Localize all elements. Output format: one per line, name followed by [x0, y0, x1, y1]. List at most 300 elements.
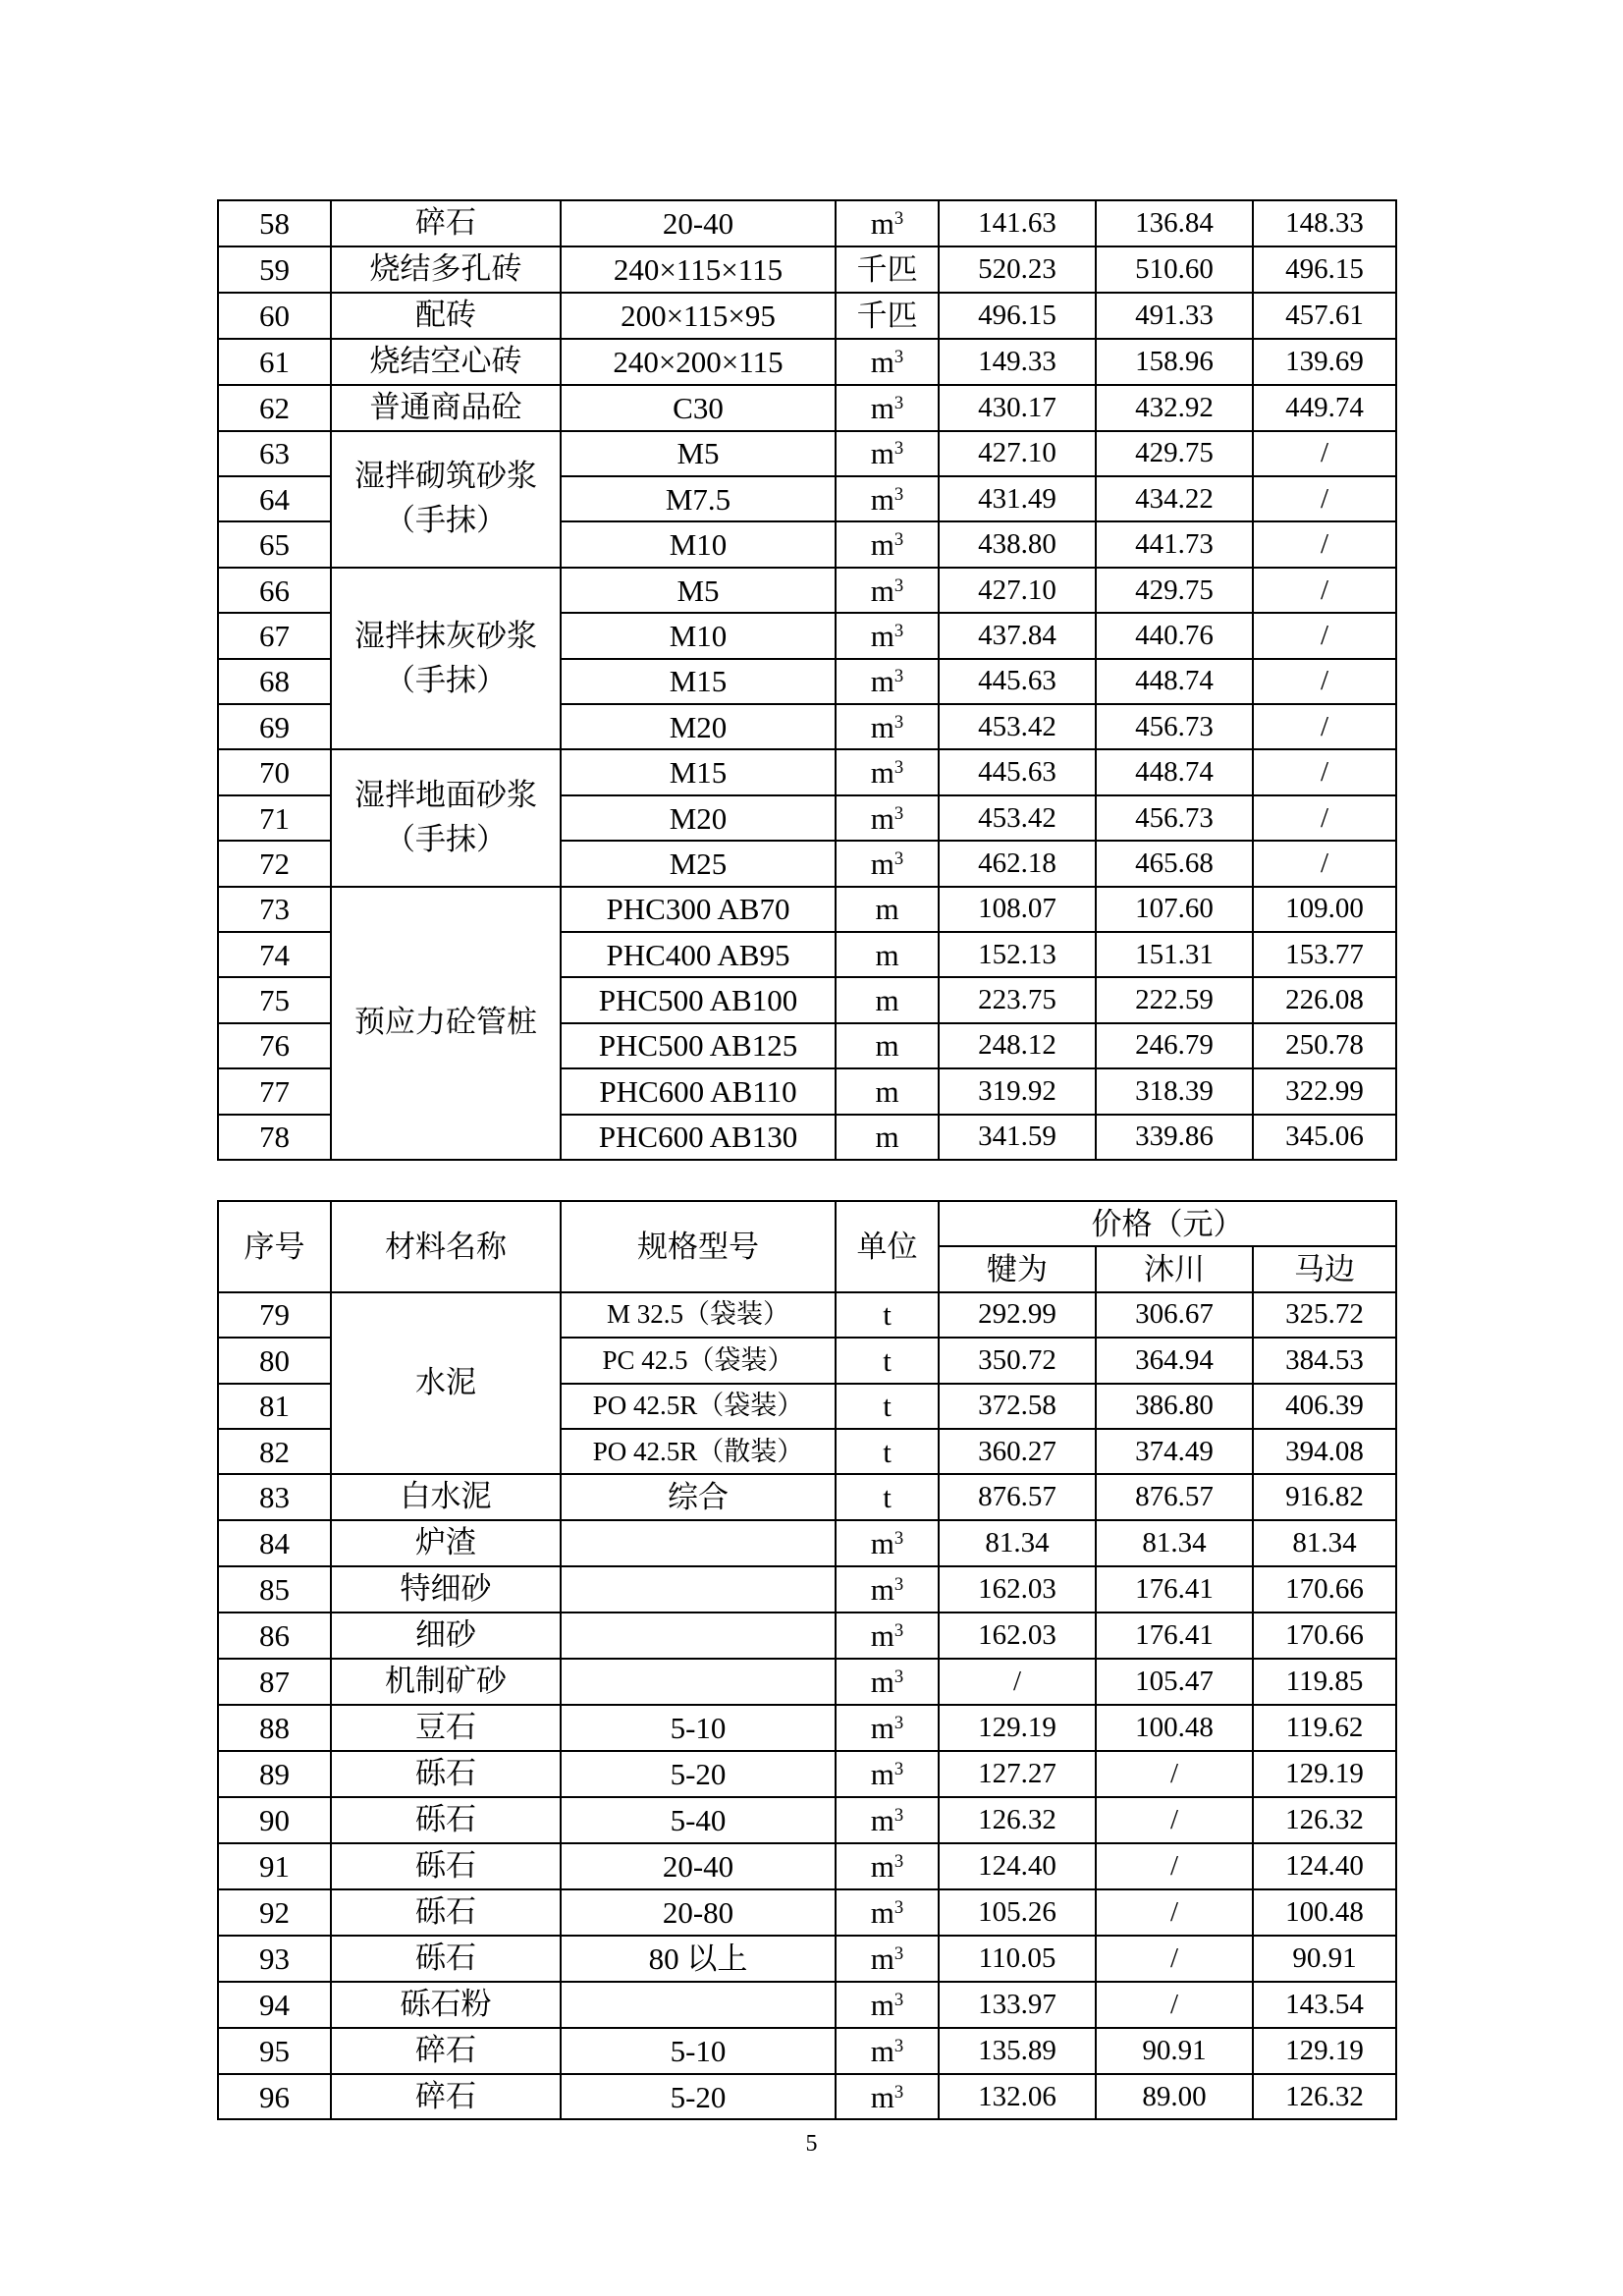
- cell-spec: PC 42.5（袋装）: [561, 1338, 836, 1383]
- cell-price-jianwei: 133.97: [939, 1982, 1096, 2028]
- unit-exponent: 3: [893, 346, 904, 367]
- cell-price-jianwei: 110.05: [939, 1936, 1096, 1982]
- cell-spec: M20: [561, 704, 836, 749]
- cell-price-muchuan: 448.74: [1096, 749, 1253, 794]
- cell-spec: [561, 1659, 836, 1705]
- table-row: [218, 1936, 1396, 1982]
- cell-no: 76: [218, 1023, 331, 1068]
- table-row: [218, 1843, 1396, 1889]
- cell-spec: 5-20: [561, 1751, 836, 1797]
- unit-text: m: [870, 1756, 894, 1791]
- unit-text: m: [870, 1848, 894, 1884]
- table-row: [218, 568, 1396, 613]
- cell-unit: [836, 2028, 939, 2074]
- cell-unit: [836, 1889, 939, 1936]
- cell-price-muchuan: 89.00: [1096, 2074, 1253, 2120]
- cell-price-muchuan: 876.57: [1096, 1474, 1253, 1520]
- unit-text: m: [870, 1526, 894, 1561]
- cell-price-mabian: 394.08: [1253, 1429, 1396, 1474]
- table-row: [218, 1797, 1396, 1843]
- cell-spec: PO 42.5R（散装）: [561, 1429, 836, 1474]
- cell-spec: M15: [561, 749, 836, 794]
- cell-price-muchuan: 222.59: [1096, 977, 1253, 1022]
- cell-price-muchuan: 176.41: [1096, 1566, 1253, 1613]
- cell-spec: [561, 1566, 836, 1613]
- cell-price-muchuan: 364.94: [1096, 1338, 1253, 1383]
- header-price-mabian: 马边: [1253, 1246, 1396, 1291]
- cell-price-jianwei: 105.26: [939, 1889, 1096, 1936]
- cell-price-jianwei: 445.63: [939, 749, 1096, 794]
- unit-exponent: 3: [893, 392, 904, 413]
- cell-price-mabian: 226.08: [1253, 977, 1396, 1022]
- cell-no: 71: [218, 795, 331, 841]
- cell-price-mabian: 109.00: [1253, 887, 1396, 932]
- cell-price-jianwei: 162.03: [939, 1566, 1096, 1613]
- cell-price-jianwei: 427.10: [939, 568, 1096, 613]
- cell-no: 84: [218, 1520, 331, 1566]
- cell-spec: 240×200×115: [561, 339, 836, 385]
- table-row: [218, 1705, 1396, 1751]
- table-row: [218, 2074, 1396, 2120]
- cell-spec: 20-40: [561, 1843, 836, 1889]
- cell-name: 白水泥: [331, 1474, 561, 1520]
- cell-price-mabian: 119.85: [1253, 1659, 1396, 1705]
- header-name: 材料名称: [331, 1201, 561, 1292]
- table-row: [218, 1659, 1396, 1705]
- cell-no: 80: [218, 1338, 331, 1383]
- cell-name: 碎石: [331, 2074, 561, 2120]
- cell-unit: [836, 1384, 939, 1429]
- cell-price-jianwei: 496.15: [939, 293, 1096, 339]
- table-row: [218, 385, 1396, 431]
- cell-price-jianwei: 876.57: [939, 1474, 1096, 1520]
- cell-unit: [836, 200, 939, 246]
- cell-spec: C30: [561, 385, 836, 431]
- cell-price-muchuan: 465.68: [1096, 841, 1253, 886]
- table-row: [218, 293, 1396, 339]
- unit-text: m: [870, 1941, 894, 1976]
- cell-no: 78: [218, 1115, 331, 1160]
- cell-no: 67: [218, 613, 331, 658]
- table-row: [218, 246, 1396, 293]
- cell-unit: [836, 1566, 939, 1613]
- cell-price-jianwei: 372.58: [939, 1384, 1096, 1429]
- unit-exponent: 3: [893, 574, 904, 596]
- cell-price-muchuan: 456.73: [1096, 704, 1253, 749]
- unit-text: m: [870, 755, 894, 791]
- cell-unit: [836, 932, 939, 977]
- cell-price-mabian: 457.61: [1253, 293, 1396, 339]
- table-row: [218, 1474, 1396, 1520]
- cell-price-muchuan: 429.75: [1096, 568, 1253, 613]
- cell-no: 82: [218, 1429, 331, 1474]
- unit-text: 千匹: [856, 298, 918, 333]
- unit-text: m: [870, 1572, 894, 1608]
- unit-exponent: 3: [893, 207, 904, 229]
- unit-text: m: [870, 527, 894, 563]
- unit-text: m: [870, 436, 894, 471]
- cell-price-jianwei: 319.92: [939, 1068, 1096, 1114]
- unit-text: m: [875, 983, 899, 1018]
- table-row: [218, 1566, 1396, 1613]
- cell-price-mabian: 322.99: [1253, 1068, 1396, 1114]
- cell-price-jianwei: 437.84: [939, 613, 1096, 658]
- cell-price-jianwei: 108.07: [939, 887, 1096, 932]
- cell-spec: [561, 1613, 836, 1659]
- cell-name: 炉渣: [331, 1520, 561, 1566]
- unit-exponent: 3: [893, 711, 904, 733]
- cell-price-jianwei: 152.13: [939, 932, 1096, 977]
- cell-unit: [836, 568, 939, 613]
- cell-price-jianwei: 350.72: [939, 1338, 1096, 1383]
- cell-price-mabian: 129.19: [1253, 2028, 1396, 2074]
- price-table-continued: [217, 199, 1397, 1161]
- cell-name: 砾石: [331, 1797, 561, 1843]
- table-row: [218, 1520, 1396, 1566]
- cell-spec: 5-10: [561, 2028, 836, 2074]
- cell-spec: [561, 1520, 836, 1566]
- cell-price-mabian: 148.33: [1253, 200, 1396, 246]
- cell-price-jianwei: 223.75: [939, 977, 1096, 1022]
- cell-spec: [561, 1982, 836, 2028]
- cell-no: 72: [218, 841, 331, 886]
- table-row: [218, 1751, 1396, 1797]
- unit-exponent: 3: [893, 2081, 904, 2103]
- cell-price-mabian: /: [1253, 431, 1396, 476]
- cell-spec: 240×115×115: [561, 246, 836, 293]
- unit-exponent: 3: [893, 1619, 904, 1641]
- cell-price-mabian: 449.74: [1253, 385, 1396, 431]
- cell-unit: [836, 476, 939, 521]
- cell-no: 86: [218, 1613, 331, 1659]
- unit-text: m: [870, 800, 894, 836]
- cell-no: 75: [218, 977, 331, 1022]
- cell-price-muchuan: 374.49: [1096, 1429, 1253, 1474]
- cell-name: 配砖: [331, 293, 561, 339]
- cell-price-muchuan: /: [1096, 1751, 1253, 1797]
- cell-price-mabian: /: [1253, 568, 1396, 613]
- cell-price-muchuan: 306.67: [1096, 1292, 1253, 1338]
- table-row: [218, 339, 1396, 385]
- cell-price-jianwei: 341.59: [939, 1115, 1096, 1160]
- cell-unit: [836, 613, 939, 658]
- cell-no: 94: [218, 1982, 331, 2028]
- cell-unit: [836, 1936, 939, 1982]
- cell-spec: M7.5: [561, 476, 836, 521]
- cell-price-jianwei: 360.27: [939, 1429, 1096, 1474]
- cell-no: 92: [218, 1889, 331, 1936]
- cell-price-mabian: 170.66: [1253, 1566, 1396, 1613]
- table-row: [218, 1982, 1396, 2028]
- cell-spec: 5-40: [561, 1797, 836, 1843]
- cell-name: 细砂: [331, 1613, 561, 1659]
- unit-exponent: 3: [893, 847, 904, 869]
- cell-unit: [836, 1751, 939, 1797]
- cell-unit: [836, 1520, 939, 1566]
- cell-price-jianwei: 141.63: [939, 200, 1096, 246]
- cell-price-jianwei: 453.42: [939, 704, 1096, 749]
- cell-spec: 200×115×95: [561, 293, 836, 339]
- page-number: 5: [805, 2131, 818, 2157]
- cell-unit: [836, 1982, 939, 2028]
- cell-no: 83: [218, 1474, 331, 1520]
- cell-price-muchuan: /: [1096, 1843, 1253, 1889]
- cell-no: 85: [218, 1566, 331, 1613]
- cell-price-muchuan: 510.60: [1096, 246, 1253, 293]
- cell-no: 90: [218, 1797, 331, 1843]
- cell-price-muchuan: /: [1096, 1982, 1253, 2028]
- unit-exponent: 3: [893, 1989, 904, 2010]
- unit-text: m: [870, 1618, 894, 1654]
- header-row: [218, 1201, 1396, 1246]
- table-row: [218, 200, 1396, 246]
- cell-price-mabian: 126.32: [1253, 2074, 1396, 2120]
- cell-no: 96: [218, 2074, 331, 2120]
- cell-unit: [836, 1843, 939, 1889]
- cell-price-muchuan: 158.96: [1096, 339, 1253, 385]
- cell-price-mabian: /: [1253, 749, 1396, 794]
- cell-unit: [836, 1474, 939, 1520]
- cell-price-jianwei: 135.89: [939, 2028, 1096, 2074]
- cell-spec: 5-10: [561, 1705, 836, 1751]
- cell-price-mabian: /: [1253, 704, 1396, 749]
- cell-no: 63: [218, 431, 331, 476]
- table-row: [218, 887, 1396, 932]
- cell-spec: M25: [561, 841, 836, 886]
- cell-name: 湿拌砌筑砂浆（手抹）: [331, 431, 561, 568]
- cell-name: 湿拌抹灰砂浆（手抹）: [331, 568, 561, 750]
- cell-unit: [836, 1797, 939, 1843]
- cell-unit: [836, 293, 939, 339]
- cell-spec: PHC500 AB125: [561, 1023, 836, 1068]
- cell-spec: PHC500 AB100: [561, 977, 836, 1022]
- unit-exponent: 3: [893, 2035, 904, 2056]
- cell-name: 砾石: [331, 1843, 561, 1889]
- cell-price-jianwei: 81.34: [939, 1520, 1096, 1566]
- cell-name: 水泥: [331, 1292, 561, 1475]
- cell-no: 77: [218, 1068, 331, 1114]
- cell-spec: 80 以上: [561, 1936, 836, 1982]
- cell-no: 61: [218, 339, 331, 385]
- cell-price-mabian: /: [1253, 659, 1396, 704]
- table-row: [218, 1613, 1396, 1659]
- cell-price-jianwei: 430.17: [939, 385, 1096, 431]
- unit-text: m: [870, 664, 894, 699]
- cell-price-mabian: 100.48: [1253, 1889, 1396, 1936]
- cell-price-jianwei: 248.12: [939, 1023, 1096, 1068]
- cell-price-jianwei: 445.63: [939, 659, 1096, 704]
- unit-text: t: [883, 1389, 892, 1424]
- cell-no: 88: [218, 1705, 331, 1751]
- unit-exponent: 3: [893, 1528, 904, 1550]
- cell-no: 81: [218, 1384, 331, 1429]
- unit-exponent: 3: [893, 438, 904, 460]
- unit-exponent: 3: [893, 1804, 904, 1826]
- cell-no: 91: [218, 1843, 331, 1889]
- cell-no: 74: [218, 932, 331, 977]
- cell-name: 砾石: [331, 1751, 561, 1797]
- cell-price-mabian: 325.72: [1253, 1292, 1396, 1338]
- cell-name: 预应力砼管桩: [331, 887, 561, 1160]
- cell-price-muchuan: 246.79: [1096, 1023, 1253, 1068]
- cell-unit: [836, 339, 939, 385]
- cell-no: 79: [218, 1292, 331, 1338]
- cell-price-mabian: 170.66: [1253, 1613, 1396, 1659]
- cell-price-muchuan: 448.74: [1096, 659, 1253, 704]
- cell-price-muchuan: 151.31: [1096, 932, 1253, 977]
- cell-price-jianwei: 431.49: [939, 476, 1096, 521]
- unit-text: m: [875, 1120, 899, 1155]
- unit-text: m: [870, 1711, 894, 1745]
- cell-price-muchuan: 81.34: [1096, 1520, 1253, 1566]
- header-price-jianwei: 犍为: [939, 1246, 1096, 1291]
- header-price-group: 价格（元）: [939, 1201, 1396, 1246]
- unit-exponent: 3: [893, 528, 904, 550]
- cell-spec: PHC400 AB95: [561, 932, 836, 977]
- cell-no: 89: [218, 1751, 331, 1797]
- cell-price-muchuan: /: [1096, 1936, 1253, 1982]
- cell-price-mabian: 345.06: [1253, 1115, 1396, 1160]
- cell-price-muchuan: 441.73: [1096, 521, 1253, 567]
- cell-price-muchuan: 339.86: [1096, 1115, 1253, 1160]
- cell-price-jianwei: 520.23: [939, 246, 1096, 293]
- unit-text: m: [875, 1028, 899, 1064]
- unit-exponent: 3: [893, 1942, 904, 1964]
- header-spec: 规格型号: [561, 1201, 836, 1292]
- cell-price-muchuan: 386.80: [1096, 1384, 1253, 1429]
- cell-price-mabian: 129.19: [1253, 1751, 1396, 1797]
- cell-price-mabian: 406.39: [1253, 1384, 1396, 1429]
- cell-price-mabian: /: [1253, 841, 1396, 886]
- table-row: [218, 431, 1396, 476]
- cell-spec: PO 42.5R（袋装）: [561, 1384, 836, 1429]
- unit-text: m: [875, 1073, 899, 1109]
- unit-text: m: [870, 573, 894, 608]
- cell-name: 碎石: [331, 2028, 561, 2074]
- unit-text: m: [875, 892, 899, 927]
- unit-exponent: 3: [893, 666, 904, 687]
- unit-text: 千匹: [856, 251, 918, 287]
- cell-unit: [836, 1338, 939, 1383]
- unit-exponent: 3: [893, 483, 904, 505]
- cell-name: 砾石粉: [331, 1982, 561, 2028]
- unit-exponent: 3: [893, 1896, 904, 1918]
- unit-exponent: 3: [893, 1573, 904, 1595]
- table-row: [218, 1889, 1396, 1936]
- cell-price-mabian: 126.32: [1253, 1797, 1396, 1843]
- unit-text: m: [870, 205, 894, 241]
- cell-price-muchuan: 105.47: [1096, 1659, 1253, 1705]
- cell-name: 烧结多孔砖: [331, 246, 561, 293]
- cell-spec: 20-40: [561, 200, 836, 246]
- unit-text: m: [870, 390, 894, 425]
- unit-text: m: [870, 1665, 894, 1700]
- cell-no: 87: [218, 1659, 331, 1705]
- table-row: [218, 749, 1396, 794]
- cell-price-jianwei: 127.27: [939, 1751, 1096, 1797]
- unit-text: m: [870, 1802, 894, 1837]
- cell-no: 62: [218, 385, 331, 431]
- cell-price-jianwei: 149.33: [939, 339, 1096, 385]
- cell-no: 73: [218, 887, 331, 932]
- unit-text: t: [883, 1297, 892, 1333]
- cell-spec: M 32.5（袋装）: [561, 1292, 836, 1338]
- cell-spec: M5: [561, 431, 836, 476]
- unit-exponent: 3: [893, 1712, 904, 1733]
- cell-price-muchuan: 491.33: [1096, 293, 1253, 339]
- table-row: [218, 1292, 1396, 1338]
- cell-unit: [836, 1659, 939, 1705]
- unit-text: m: [870, 1894, 894, 1930]
- cell-price-muchuan: 432.92: [1096, 385, 1253, 431]
- price-table: [217, 1200, 1397, 2120]
- cell-price-jianwei: 126.32: [939, 1797, 1096, 1843]
- cell-price-muchuan: 434.22: [1096, 476, 1253, 521]
- unit-exponent: 3: [893, 756, 904, 778]
- cell-unit: [836, 704, 939, 749]
- cell-price-mabian: /: [1253, 521, 1396, 567]
- cell-price-mabian: 143.54: [1253, 1982, 1396, 2028]
- cell-spec: PHC600 AB110: [561, 1068, 836, 1114]
- cell-no: 68: [218, 659, 331, 704]
- cell-price-jianwei: 124.40: [939, 1843, 1096, 1889]
- cell-unit: [836, 246, 939, 293]
- cell-price-muchuan: 318.39: [1096, 1068, 1253, 1114]
- cell-no: 69: [218, 704, 331, 749]
- cell-spec: M10: [561, 613, 836, 658]
- cell-no: 58: [218, 200, 331, 246]
- cell-price-mabian: 119.62: [1253, 1705, 1396, 1751]
- cell-spec: M15: [561, 659, 836, 704]
- cell-price-mabian: 81.34: [1253, 1520, 1396, 1566]
- cell-name: 碎石: [331, 200, 561, 246]
- cell-unit: [836, 521, 939, 567]
- cell-price-muchuan: 440.76: [1096, 613, 1253, 658]
- unit-text: m: [870, 618, 894, 653]
- cell-price-mabian: 916.82: [1253, 1474, 1396, 1520]
- cell-unit: [836, 1613, 939, 1659]
- cell-spec: PHC600 AB130: [561, 1115, 836, 1160]
- cell-price-jianwei: 162.03: [939, 1613, 1096, 1659]
- cell-price-mabian: 384.53: [1253, 1338, 1396, 1383]
- cell-name: 湿拌地面砂浆（手抹）: [331, 749, 561, 886]
- cell-spec: M10: [561, 521, 836, 567]
- unit-text: m: [870, 709, 894, 744]
- unit-exponent: 3: [893, 620, 904, 641]
- cell-spec: 20-80: [561, 1889, 836, 1936]
- cell-no: 93: [218, 1936, 331, 1982]
- cell-price-mabian: /: [1253, 476, 1396, 521]
- header-price-muchuan: 沐川: [1096, 1246, 1253, 1291]
- cell-price-mabian: 139.69: [1253, 339, 1396, 385]
- unit-exponent: 3: [893, 1758, 904, 1779]
- cell-price-jianwei: 129.19: [939, 1705, 1096, 1751]
- cell-name: 砾石: [331, 1936, 561, 1982]
- cell-unit: [836, 887, 939, 932]
- cell-price-mabian: 124.40: [1253, 1843, 1396, 1889]
- cell-unit: [836, 1068, 939, 1114]
- cell-no: 64: [218, 476, 331, 521]
- cell-no: 65: [218, 521, 331, 567]
- unit-exponent: 3: [893, 1666, 904, 1687]
- cell-unit: [836, 795, 939, 841]
- cell-price-muchuan: 107.60: [1096, 887, 1253, 932]
- unit-text: t: [883, 1342, 892, 1378]
- cell-price-muchuan: 136.84: [1096, 200, 1253, 246]
- cell-price-jianwei: /: [939, 1659, 1096, 1705]
- table-row: [218, 2028, 1396, 2074]
- cell-price-mabian: /: [1253, 795, 1396, 841]
